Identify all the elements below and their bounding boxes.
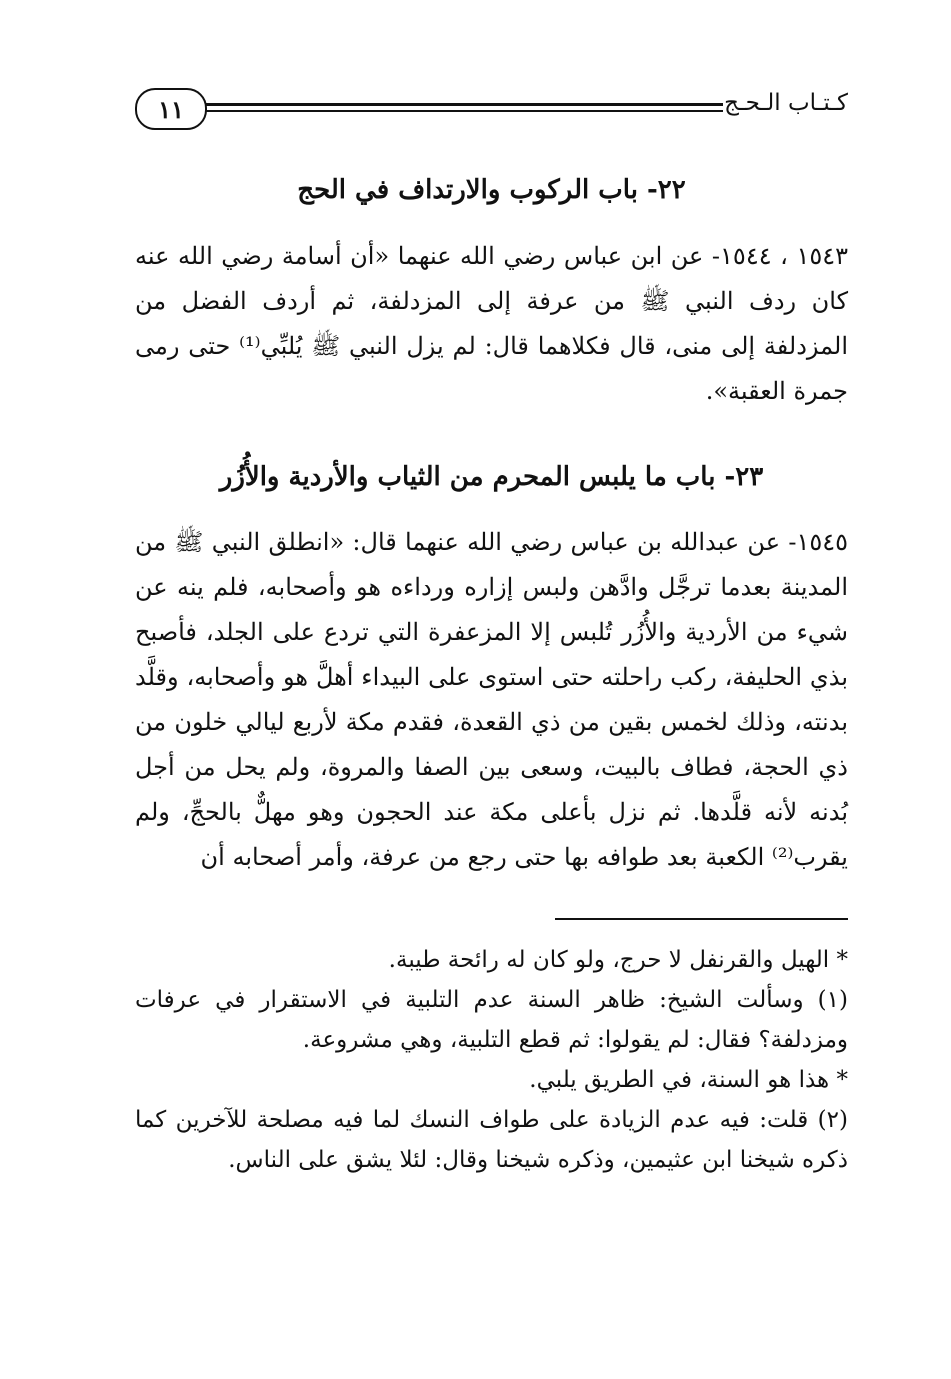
chapter-23 bbox=[135, 462, 848, 492]
footnote-note-2: * هذا هو السنة، في الطريق يلبي. bbox=[529, 1067, 848, 1093]
footnote-separator bbox=[555, 918, 848, 920]
running-title: كـتـاب الـحـج bbox=[724, 90, 848, 116]
footnote-1: (١) وسألت الشيخ: ظاهر السنة عدم التلبية في الاستقرار في عرفات ومزدلفة؟ فقال: لم يقولوا: ثم قطع التلبية، وهي مشروعة. bbox=[135, 987, 848, 1053]
header-rule bbox=[203, 103, 723, 106]
page-header bbox=[135, 88, 848, 132]
page-number: ١١ bbox=[135, 88, 207, 130]
footnote-2: (٢) قلت: فيه عدم الزيادة على طواف النسك لما فيه مصلحة للآخرين كما ذكره شيخنا ابن عثيمين، وذكره شيخنا وقال: لئلا يشق على الناس. bbox=[135, 1107, 848, 1173]
chapter-22-body bbox=[135, 234, 848, 414]
footnotes bbox=[135, 940, 848, 1180]
hadith-1543-1544: ١٥٤٣ ، ١٥٤٤- عن ابن عباس رضي الله عنهما «أن أسامة رضي الله عنه كان ردف النبي ﷺ من عرفة إلى المزدلفة، ثم أردف الفضل من المزدلفة إلى منى، قال فكلاهما قال: لم يزل النبي ﷺ يُلبِّي⁽¹⁾ حتى رمى جمرة العقبة». bbox=[135, 242, 848, 405]
chapter-22-title: ٢٢- باب الركوب والارتداف في الحج bbox=[297, 175, 686, 205]
hadith-1545: ١٥٤٥- عن عبدالله بن عباس رضي الله عنهما قال: «انطلق النبي ﷺ من المدينة بعدما ترجَّل وادَّهن ولبس إزاره ورداءه هو وأصحابه، فلم ينه عن شيء من الأردية والأُزُر تُلبس إلا المزعفرة التي تردع على الجلد، فأصبح بذي الحليفة، ركب راحلته حتى استوى على البيداء أهلَّ هو وأصحابه، وقلَّد بدنته، وذلك لخمس بقين من ذي القعدة، فقدم مكة لأربع ليالي خلون من ذي الحجة، فطاف بالبيت، وسعى بين الصفا والمروة، ولم يحل من أجل بُدنه لأنه قلَّدها. ثم نزل بأعلى مكة عند الحجون وهو مهلٌّ بالحجِّ، ولم يقرب⁽²⁾ الكعبة بعد طوافه بها حتى رجع من عرفة، وأمر أصحابه أن bbox=[135, 528, 848, 871]
chapter-22 bbox=[135, 175, 848, 205]
header-rule-thin bbox=[203, 110, 723, 112]
footnote-note-1: * الهيل والقرنفل لا حرج، ولو كان له رائحة طيبة. bbox=[388, 947, 848, 973]
chapter-23-body bbox=[135, 520, 848, 880]
chapter-23-title: ٢٣- باب ما يلبس المحرم من الثياب والأردية والأُزُر bbox=[219, 462, 764, 492]
